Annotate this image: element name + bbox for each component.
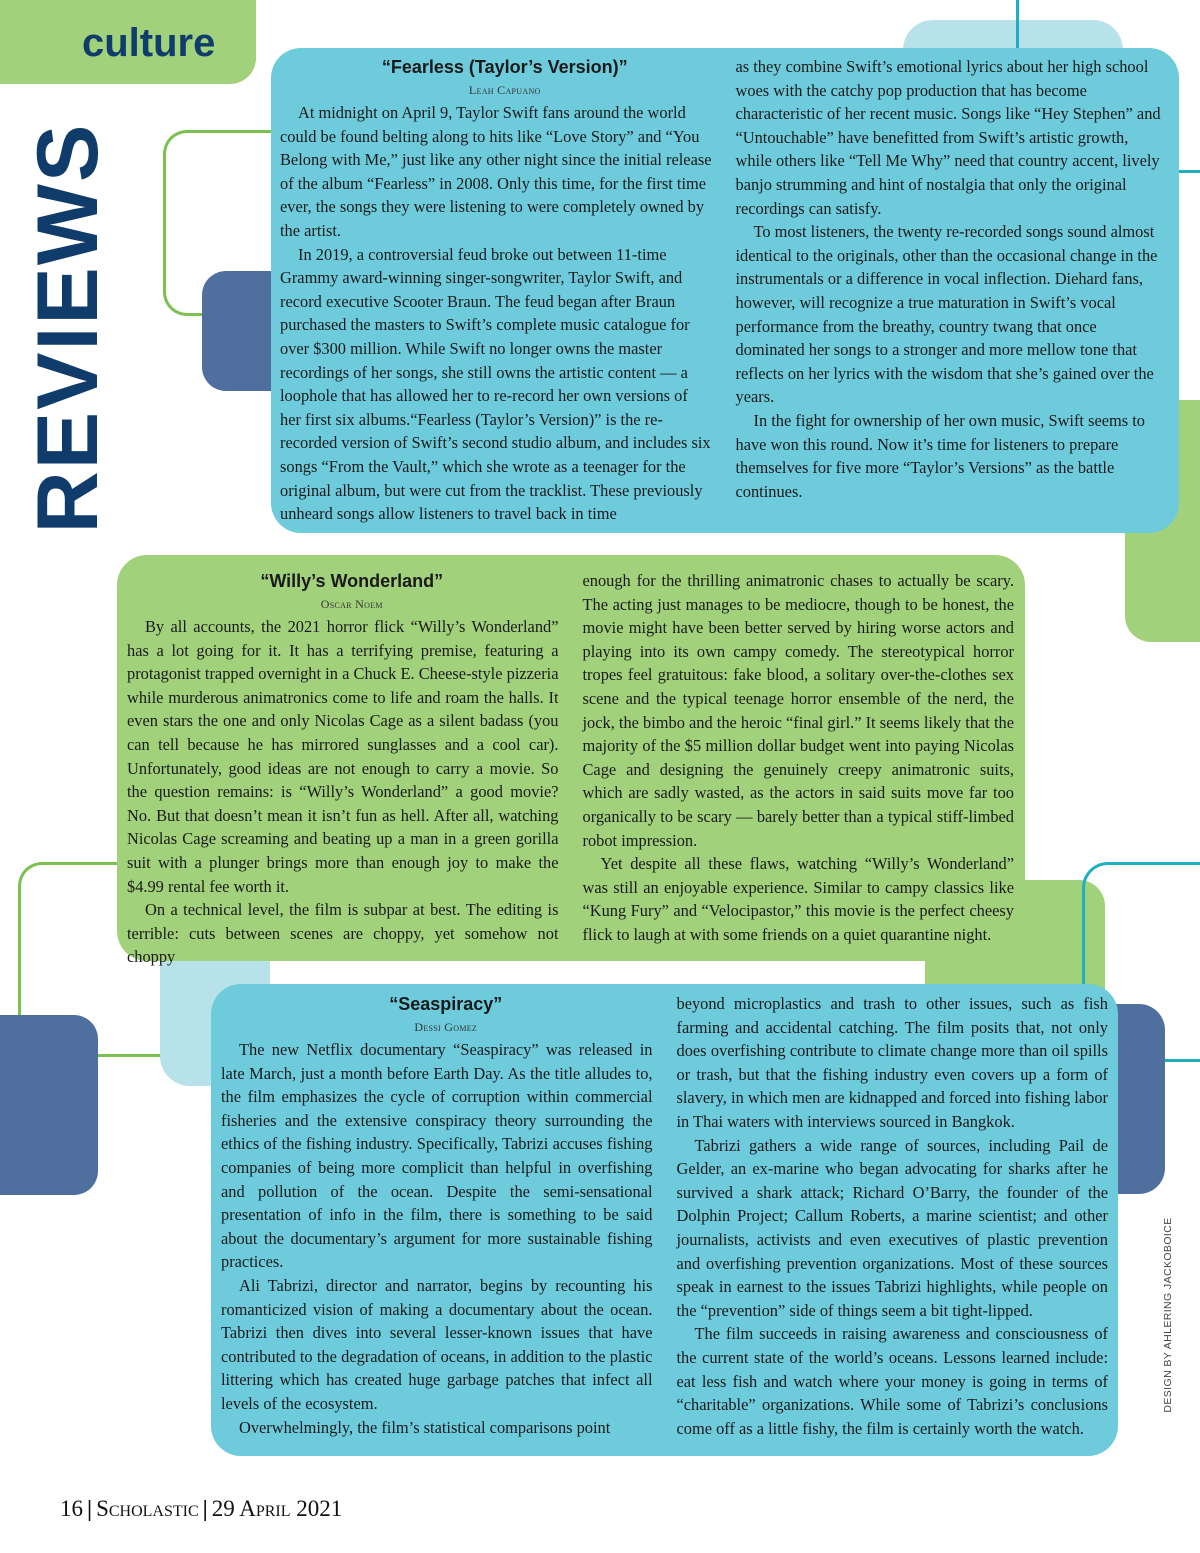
publication-name: Scholastic <box>96 1496 199 1521</box>
decor-navy-lowleft <box>0 1015 98 1195</box>
review-author: Leah Capuano <box>468 83 541 97</box>
review-paragraph: To most listeners, the twenty re-recorded songs sound almost identical to the originals, other than the occasional change in the instrumentals or a difference in vocal inflection. Diehard fans, however, will recognize a true maturation in Swift’s vocal performance from the breathy, country twang that once dominated her songs to a stronger and more mellow tone that reflects on her lyrics with the wisdom that she’s gained over the years. <box>735 222 1158 407</box>
review-title: “Fearless (Taylor’s Version)” <box>381 57 628 77</box>
review-paragraph: Yet despite all these flaws, watching “Willy’s Wonderland” was still an enjoyable experience. Similar to campy classics like “Kung Fury” and “Velocipastor,” this movie is the perfect cheesy flick to laugh at with some friends on a quiet quarantine night. <box>582 854 1014 944</box>
section-label: culture <box>82 21 216 65</box>
review-author: Dessi Gomez <box>414 1020 478 1034</box>
review-body-fearless <box>280 55 1167 526</box>
footer-divider: | <box>87 1496 93 1521</box>
page-number: 16 <box>60 1496 83 1521</box>
review-column <box>677 992 1109 1440</box>
review-body-willys-wonderland <box>127 569 1014 969</box>
issue-date: 29 April 2021 <box>211 1496 343 1521</box>
review-column <box>583 569 1015 969</box>
review-body-seaspiracy <box>221 992 1108 1440</box>
footer-divider: | <box>202 1496 208 1521</box>
review-paragraph: At midnight on April 9, Taylor Swift fans around the world could be found belting along to hits like “Love Story” and “You Belong with Me,” just like any other night since the initial release of the album “Fearless” in 2008. Only this time, for the first time ever, the songs they were listening to were completely owned by the artist. <box>280 103 712 240</box>
review-paragraph: Tabrizi gathers a wide range of sources, including Pail de Gelder, an ex-marine who began advocating for sharks after he survived a shark attack; Richard O’Barry, the founder of the Dolphin Project; Callum Roberts, a marine scientist; and other journalists, activists and even executives of plastic prevention and overfishing prevention organizations. Most of these sources speak in earnest to the issues Tabrizi highlights, while people on the “prevention” side of things seem a bit tight-lipped. <box>676 1135 1108 1320</box>
review-paragraph: The new Netflix documentary “Seaspiracy” was released in late March, just a month before Earth Day. As the title alludes to, the film emphasizes the cycle of corruption within commercial fisheries and the extensive conspiracy theory surrounding the ethics of the fishing industry. Specifically, Tabrizi accuses fishing companies of being more complicit than helpful in overfishing and pollution of the ocean. Despite the semi-sensational presentation of info in the film, there is something to be said about the documentary’s argument for more sustainable fishing practices. <box>221 1040 653 1272</box>
review-column <box>736 55 1168 526</box>
decor-teal-vline-top <box>1016 0 1019 48</box>
review-paragraph: The film succeeds in raising awareness and consciousness of the current state of the world’s oceans. Lessons learned include: eat less fish and watch where your money is going in terms of “charitable” organizations. While some of Tabrizi’s conclusions come off as a little fishy, the film is certainly worth the watch. <box>676 1324 1108 1438</box>
review-paragraph: beyond microplastics and trash to other issues, such as fish farming and accidental catching. The film posits that, not only does overfishing contribute to climate change more than oil spills or trash, but that the fishing industry even covers up a form of slavery, in which men are kidnapped and forced into fishing labor in Thai waters with interviews sourced in Bangkok. <box>676 994 1108 1131</box>
page-footer <box>60 1494 342 1524</box>
review-column <box>127 569 559 969</box>
review-paragraph: Ali Tabrizi, director and narrator, begins by recounting his romanticized vision of making a documentary about the ocean. Tabrizi then dives into several lesser-known issues that have contributed to the degradation of oceans, in addition to the plastic littering which has created huge garbage patches that infect all levels of the ecosystem. <box>221 1275 653 1413</box>
review-title: “Seaspiracy” <box>389 994 503 1014</box>
review-paragraph: On a technical level, the film is subpar at best. The editing is terrible: cuts between scenes are choppy, yet somehow not choppy <box>127 900 559 967</box>
design-credit: DESIGN BY AHLERING JACKOBOICE <box>1162 1217 1174 1413</box>
review-author: Oscar Noem <box>320 597 383 611</box>
page-heading-reviews: REVIEWS <box>20 122 116 534</box>
review-column <box>280 55 712 526</box>
review-paragraph: By all accounts, the 2021 horror flick “Willy’s Wonderland” has a lot going for it. It has a terrifying premise, featuring a protagonist trapped overnight in a Chuck E. Cheese-style pizzeria while murderous animatronics come to life and roam the halls. It even stars the one and only Nicolas Cage as a silent badass (you can tell because he has mirrored sunglasses and a cool car). Unfortunately, good ideas are not enough to carry a movie. So the question remains: is “Willy’s Wonderland” a good movie? No. But that doesn’t mean it isn’t fun as hell. After all, watching Nicolas Cage screaming and beating up a man in a green gorilla suit with a plunger brings more than enough joy to make the $4.99 rental fee worth it. <box>127 617 559 896</box>
review-paragraph: In the fight for ownership of her own music, Swift seems to have won this round. Now it’s time for listeners to prepare themselves for five more “Taylor’s Versions” as the battle continues. <box>735 410 1145 501</box>
review-title: “Willy’s Wonderland” <box>260 571 444 591</box>
review-paragraph: enough for the thrilling animatronic chases to actually be scary. The acting just manages to be mediocre, though to be honest, the movie might have been better served by hiring worse actors and playing into its own campy comedy. The stereotypical horror tropes feel gratuitous: fake blood, a solitary over-the-clothes sex scene and the typical teenage horror ensemble of the nerd, the jock, the bimbo and the heroic “final girl.” It seems likely that the majority of the $5 million dollar budget went into paying Nicolas Cage and designing the genuinely creepy animatronic suits, which are sadly wasted, as the actors in said suits move far too organically to be scary — barely better than a typical stiff-limbed robot impression. <box>582 571 1014 850</box>
review-paragraph: as they combine Swift’s emotional lyrics about her high school woes with the catchy pop production that has become characteristic of her recent music. Songs like “Hey Stephen” and “Untouchable” have benefitted from Swift’s artistic growth, while others like “Tell Me Why” need that country accent, lively banjo strumming and hint of nostalgia that only the original recordings can satisfy. <box>735 57 1161 218</box>
review-column <box>221 992 653 1440</box>
review-paragraph: In 2019, a controversial feud broke out between 11-time Grammy award-winning singer-songwriter, Taylor Swift, and record executive Scooter Braun. The feud began after Braun purchased the masters to Swift’s complete music catalogue for over $300 million. While Swift no longer owns the master recordings of her songs, she still owns the artistic content — a loophole that has allowed her to re-record her own versions of her first six albums.“Fearless (Taylor’s Version)” is the re-recorded version of Swift’s second studio album, and includes six songs “From the Vault,” which she wrote as a teenager for the original album, but were cut from the tracklist. These previously unheard songs allow listeners to travel back in time <box>280 244 711 524</box>
review-paragraph: Overwhelmingly, the film’s statistical comparisons point <box>239 1417 611 1437</box>
